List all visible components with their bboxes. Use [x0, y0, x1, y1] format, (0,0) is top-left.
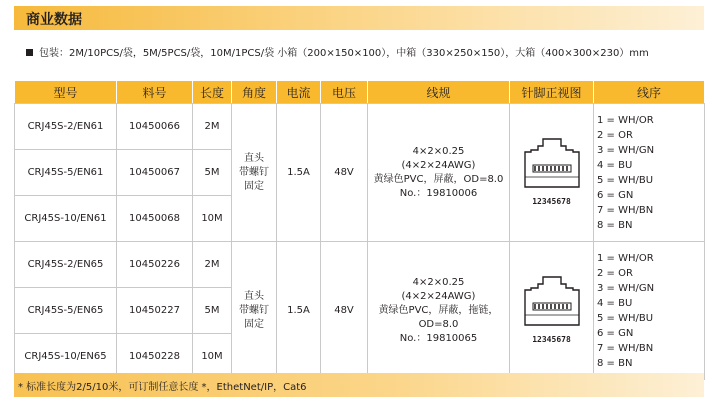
wire-line: 6 = GN: [597, 189, 634, 201]
header-model: 型号: [15, 81, 117, 104]
model-cell: CRJ45S-2/EN65: [15, 242, 117, 288]
pin-view-cell: [510, 242, 594, 380]
part-number-cell: 10450068: [117, 196, 193, 242]
rj45-connector-icon: [523, 137, 581, 189]
wire-line: 1 = WH/OR: [597, 114, 654, 126]
voltage-cell: 48V: [321, 104, 368, 242]
part-number-cell: 10450228: [117, 334, 193, 380]
wire-line: 8 = BN: [597, 357, 633, 369]
wire-line: 2 = OR: [597, 267, 633, 279]
header-cable-gauge: 线规: [368, 81, 510, 104]
length-cell: 5M: [193, 288, 232, 334]
cable-line: 4×2×0.25: [412, 145, 465, 157]
wire-line: 4 = BU: [597, 297, 633, 309]
wire-line: 6 = GN: [597, 327, 634, 339]
angle-line: 固定: [244, 318, 264, 330]
cable-spec-cell: [368, 104, 510, 242]
header-voltage: 电压: [321, 81, 368, 104]
cable-line: No.：19810006: [399, 187, 478, 199]
packaging-info: [26, 44, 649, 59]
angle-line: 带螺钉: [239, 166, 269, 178]
angle-cell: [232, 104, 277, 242]
rj45-connector-icon: [523, 275, 581, 327]
header-angle: 角度: [232, 81, 277, 104]
cable-line: 黄绿色PVC，屏蔽，拖链，: [378, 304, 499, 316]
model-cell: CRJ45S-2/EN61: [15, 104, 117, 150]
part-number-cell: 10450067: [117, 150, 193, 196]
packaging-text: 包装：2M/10PCS/袋，5M/5PCS/袋，10M/1PCS/袋 小箱（200×150×100），中箱（330×250×150），大箱（400×300×230）mm: [39, 48, 649, 59]
wire-line: 8 = BN: [597, 219, 633, 231]
cable-line: No.：19810065: [399, 332, 478, 344]
header-length: 长度: [193, 81, 232, 104]
current-cell: 1.5A: [277, 104, 321, 242]
length-cell: 2M: [193, 104, 232, 150]
voltage-cell: 48V: [321, 242, 368, 380]
cable-line: 黄绿色PVC，屏蔽，OD=8.0: [373, 173, 504, 185]
wire-line: 3 = WH/GN: [597, 144, 655, 156]
current-cell: 1.5A: [277, 242, 321, 380]
cable-line: 4×2×0.25: [412, 276, 465, 288]
wire-line: 1 = WH/OR: [597, 252, 654, 264]
pin-view-cell: [510, 104, 594, 242]
header-wire-order: 线序: [594, 81, 705, 104]
header-current: 电流: [277, 81, 321, 104]
header-pin-view: 针脚正视图: [510, 81, 594, 104]
model-cell: CRJ45S-10/EN61: [15, 196, 117, 242]
model-cell: CRJ45S-5/EN65: [15, 288, 117, 334]
wire-line: 2 = OR: [597, 129, 633, 141]
part-number-cell: 10450066: [117, 104, 193, 150]
angle-line: 带螺钉: [239, 304, 269, 316]
wire-line: 5 = WH/BU: [597, 312, 654, 324]
angle-line: 直头: [244, 290, 264, 302]
wire-line: 4 = BU: [597, 159, 633, 171]
angle-line: 固定: [244, 180, 264, 192]
wire-order-cell: [594, 242, 705, 380]
bullet-square-icon: [26, 49, 33, 56]
table-row: [15, 104, 705, 150]
footer-note: * 标准长度为2/5/10米，可订制任意长度 *，EthetNet/IP，Cat6: [18, 382, 307, 393]
section-title-bar: [14, 6, 704, 30]
wire-line: 7 = WH/BN: [597, 204, 654, 216]
pin-number-label: 12345678: [532, 334, 571, 344]
length-cell: 5M: [193, 150, 232, 196]
table-header-row: [15, 81, 705, 104]
table-row: [15, 242, 705, 288]
cable-line: (4×2×24AWG): [401, 159, 476, 171]
wire-line: 5 = WH/BU: [597, 174, 654, 186]
part-number-cell: 10450227: [117, 288, 193, 334]
length-cell: 10M: [193, 334, 232, 380]
header-part-number: 料号: [117, 81, 193, 104]
product-spec-table: [14, 80, 705, 380]
length-cell: 2M: [193, 242, 232, 288]
model-cell: CRJ45S-10/EN65: [15, 334, 117, 380]
angle-line: 直头: [244, 152, 264, 164]
cable-line: OD=8.0: [418, 318, 459, 330]
cable-line: (4×2×24AWG): [401, 290, 476, 302]
pin-number-label: 12345678: [532, 196, 571, 206]
wire-order-cell: [594, 104, 705, 242]
length-cell: 10M: [193, 196, 232, 242]
model-cell: CRJ45S-5/EN61: [15, 150, 117, 196]
wire-line: 3 = WH/GN: [597, 282, 655, 294]
cable-spec-cell: [368, 242, 510, 380]
angle-cell: [232, 242, 277, 380]
section-title: 商业数据: [26, 12, 82, 28]
wire-line: 7 = WH/BN: [597, 342, 654, 354]
part-number-cell: 10450226: [117, 242, 193, 288]
